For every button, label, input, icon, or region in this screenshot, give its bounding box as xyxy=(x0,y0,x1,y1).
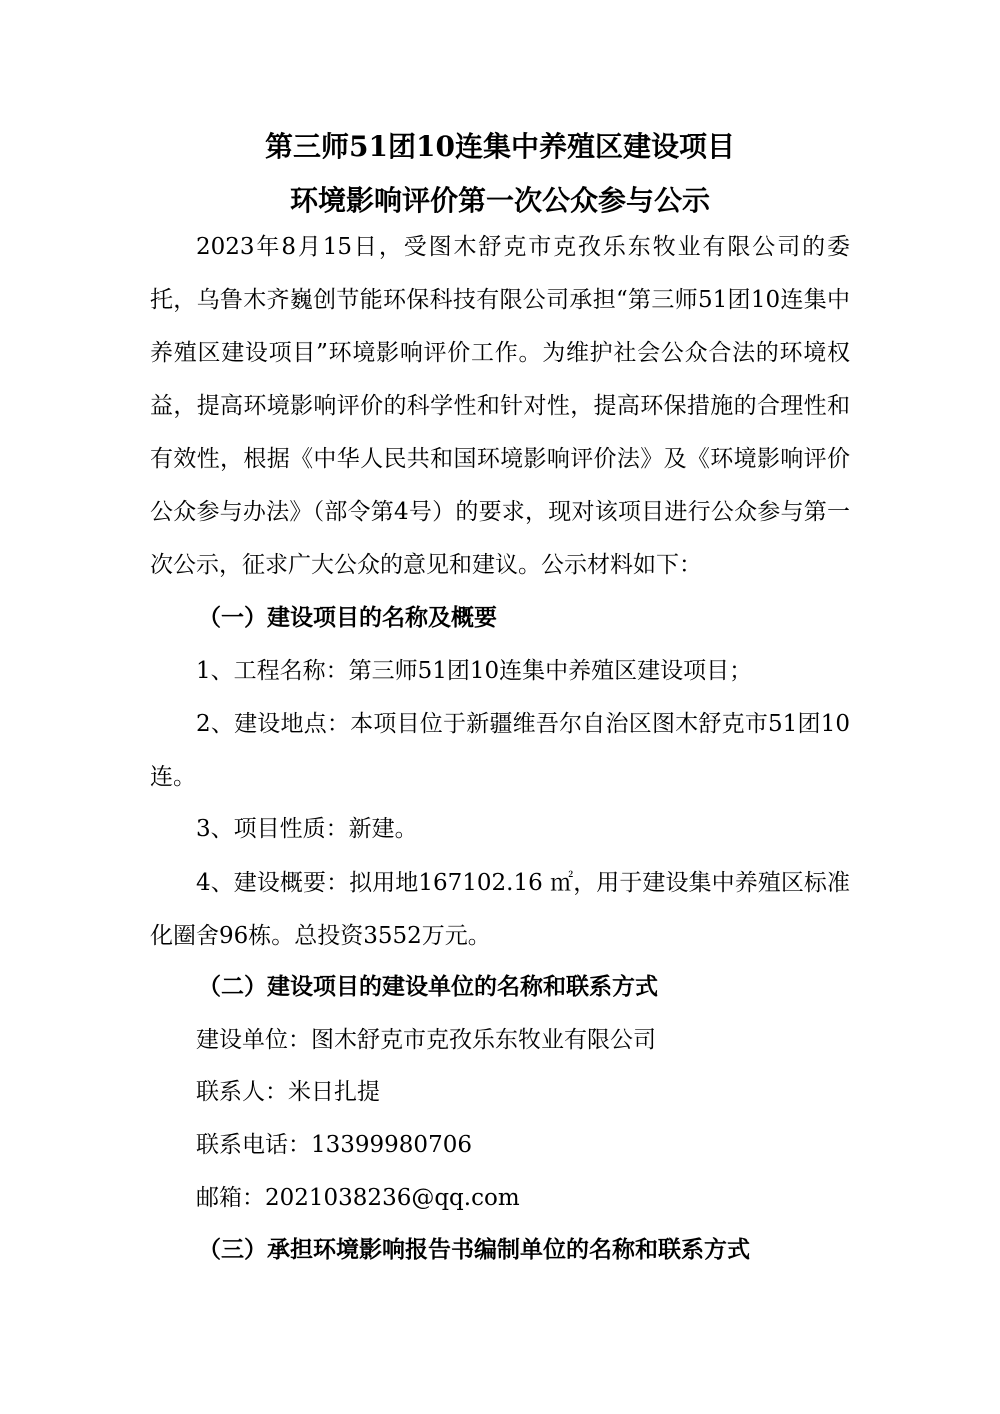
section2-phone: 联系电话：13399980706 xyxy=(196,1132,472,1158)
intro-paragraph: 2023年8月15日，受图木舒克市克孜乐东牧业有限公司的委托，乌鲁木齐巍创节能环保科技有限公司承担“第三师51团10连集中养殖区建设项目”环境影响评价工作。为维护社会公众合法的环境权益，提高环境影响评价的科学性和针对性，提高环保措施的合理性和有效性，根据《中华人民共和国环境影响评价法》及《环境影响评价公众参与办法》（部令第4号）的要求，现对该项目进行公众参与第一次公示，征求广大公众的意见和建议。公示材料如下： xyxy=(150,234,850,578)
section1-item-location: 2、建设地点：本项目位于新疆维吾尔自治区图木舒克市51团10连。 xyxy=(150,711,850,790)
section2-heading: （二）建设项目的建设单位的名称和联系方式 xyxy=(198,973,658,1000)
document-title-line2: 环境影响评价第一次公众参与公示 xyxy=(289,184,710,217)
section2-email: 邮箱：2021038236@qq.com xyxy=(196,1185,520,1211)
section1-item-nature: 3、项目性质：新建。 xyxy=(196,816,418,842)
section2-contact: 联系人：米日扎提 xyxy=(196,1079,380,1105)
section3-heading: （三）承担环境影响报告书编制单位的名称和联系方式 xyxy=(198,1236,750,1263)
section1-heading: （一）建设项目的名称及概要 xyxy=(198,604,497,631)
section1-item-project-name: 1、工程名称：第三师51团10连集中养殖区建设项目； xyxy=(196,658,753,684)
document-title-line1: 第三师51团10连集中养殖区建设项目 xyxy=(265,130,735,163)
section2-unit: 建设单位：图木舒克市克孜乐东牧业有限公司 xyxy=(196,1027,656,1053)
section1-item-overview: 4、建设概要：拟用地167102.16 ㎡，用于建设集中养殖区标准化圈舍96栋。总投资3552万元。 xyxy=(150,870,850,949)
